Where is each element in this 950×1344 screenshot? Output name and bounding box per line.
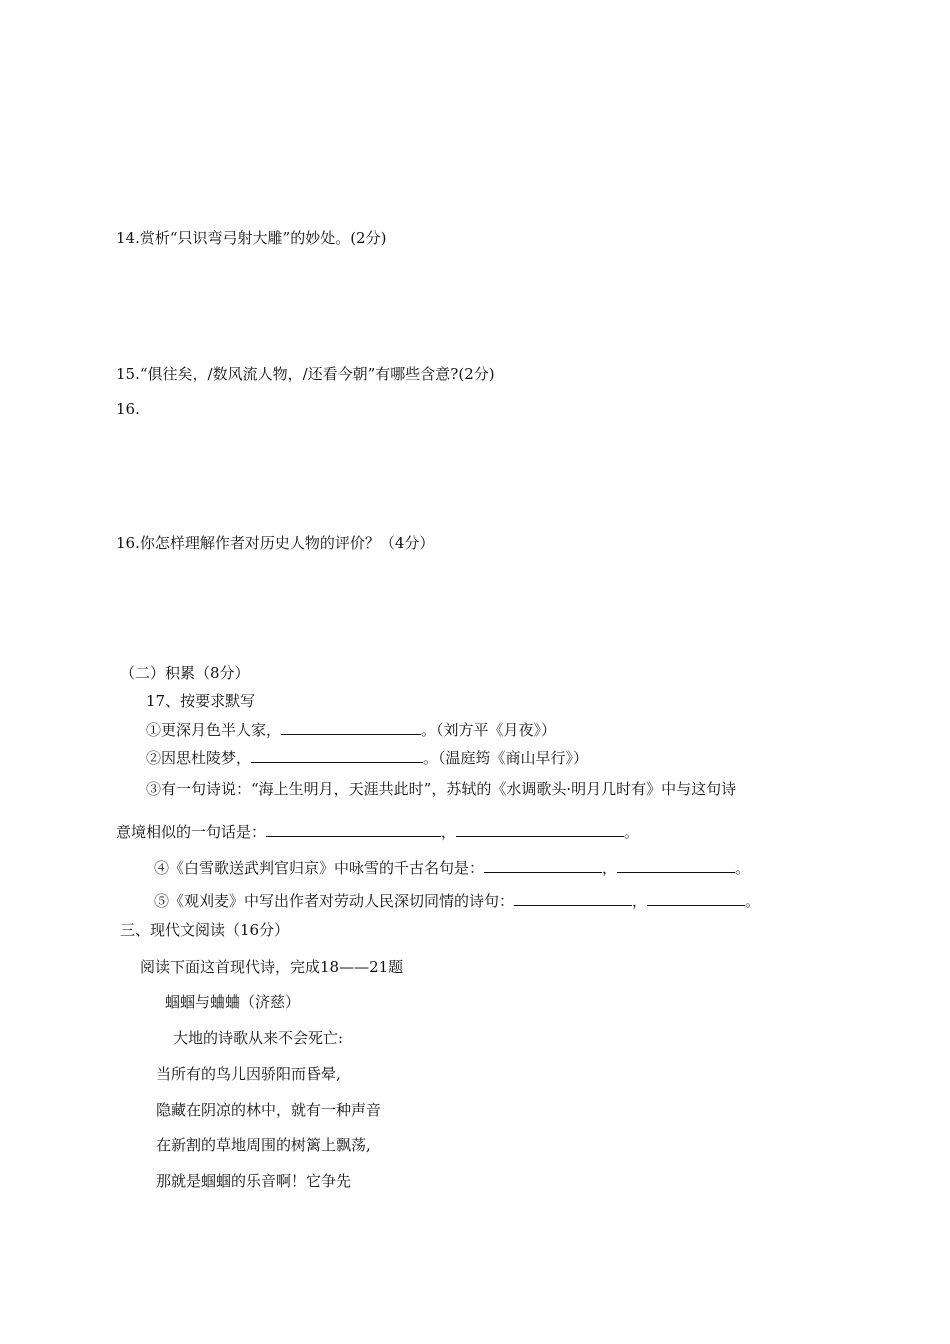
question-16: 16.你怎样理解作者对历史人物的评价？（4分） <box>116 534 435 552</box>
dictation-item-3-line-1: ③有一句诗说：“海上生明月，天涯共此时”，苏轼的《水调歌头·明月几时有》中与这句诗 <box>146 780 737 798</box>
section-2-title: （二）积累（8分） <box>120 664 250 682</box>
question-16-stub: 16. <box>116 400 140 418</box>
poem-title: 蝈蝈与蛐蛐（济慈） <box>165 993 301 1011</box>
item-5-blank-2[interactable] <box>647 890 745 906</box>
dictation-item-4 <box>154 857 750 878</box>
item-4-blank-2[interactable] <box>617 857 735 873</box>
item-3-end: 。 <box>624 823 640 841</box>
item-5-comma: ， <box>632 892 648 910</box>
item-4-comma: ， <box>602 859 618 877</box>
question-14: 14.赏析“只识弯弓射大雕”的妙处。(2分) <box>116 229 387 247</box>
section-3-title: 三、现代文阅读（16分） <box>120 921 290 939</box>
item-3-comma: ， <box>441 823 457 841</box>
dictation-item-5 <box>154 890 760 911</box>
item-2-blank[interactable] <box>251 747 423 763</box>
dictation-item-2 <box>146 747 588 768</box>
item-1-source: 。（刘方平《月夜》） <box>421 721 557 739</box>
item-3-blank-2[interactable] <box>456 821 624 837</box>
poem-line: 在新割的草地周围的树篱上飘荡, <box>156 1136 371 1154</box>
item-5-blank-1[interactable] <box>514 890 632 906</box>
reading-instruction: 阅读下面这首现代诗，完成18——21题 <box>140 958 404 976</box>
dictation-item-3-line-2 <box>116 821 639 842</box>
question-17: 17、按要求默写 <box>146 692 256 710</box>
poem-line: 当所有的鸟儿因骄阳而昏晕, <box>156 1065 341 1083</box>
question-15: 15.“俱往矣，/数风流人物，/还看今朝”有哪些含意?(2分) <box>116 365 495 383</box>
dictation-item-1 <box>146 719 556 740</box>
item-3-blank-1[interactable] <box>266 821 441 837</box>
item-3-prompt: 意境相似的一句话是： <box>116 823 267 841</box>
item-4-blank-1[interactable] <box>484 857 602 873</box>
item-2-source: 。（温庭筠《商山早行》） <box>423 749 589 767</box>
item-4-end: 。 <box>735 859 751 877</box>
poem-line: 隐藏在阴凉的林中，就有一种声音 <box>156 1101 382 1119</box>
item-5-end: 。 <box>745 892 761 910</box>
poem-line: 大地的诗歌从来不会死亡: <box>173 1029 344 1047</box>
item-1-blank[interactable] <box>281 719 421 735</box>
item-2-text: ②因思杜陵梦， <box>146 749 252 767</box>
item-5-prompt: ⑤《观刈麦》中写出作者对劳动人民深切同情的诗句： <box>154 892 515 910</box>
item-1-text: ①更深月色半人家， <box>146 721 282 739</box>
poem-line: 那就是蝈蝈的乐音啊！它争先 <box>156 1172 352 1190</box>
item-4-prompt: ④《白雪歌送武判官归京》中咏雪的千古名句是： <box>154 859 485 877</box>
